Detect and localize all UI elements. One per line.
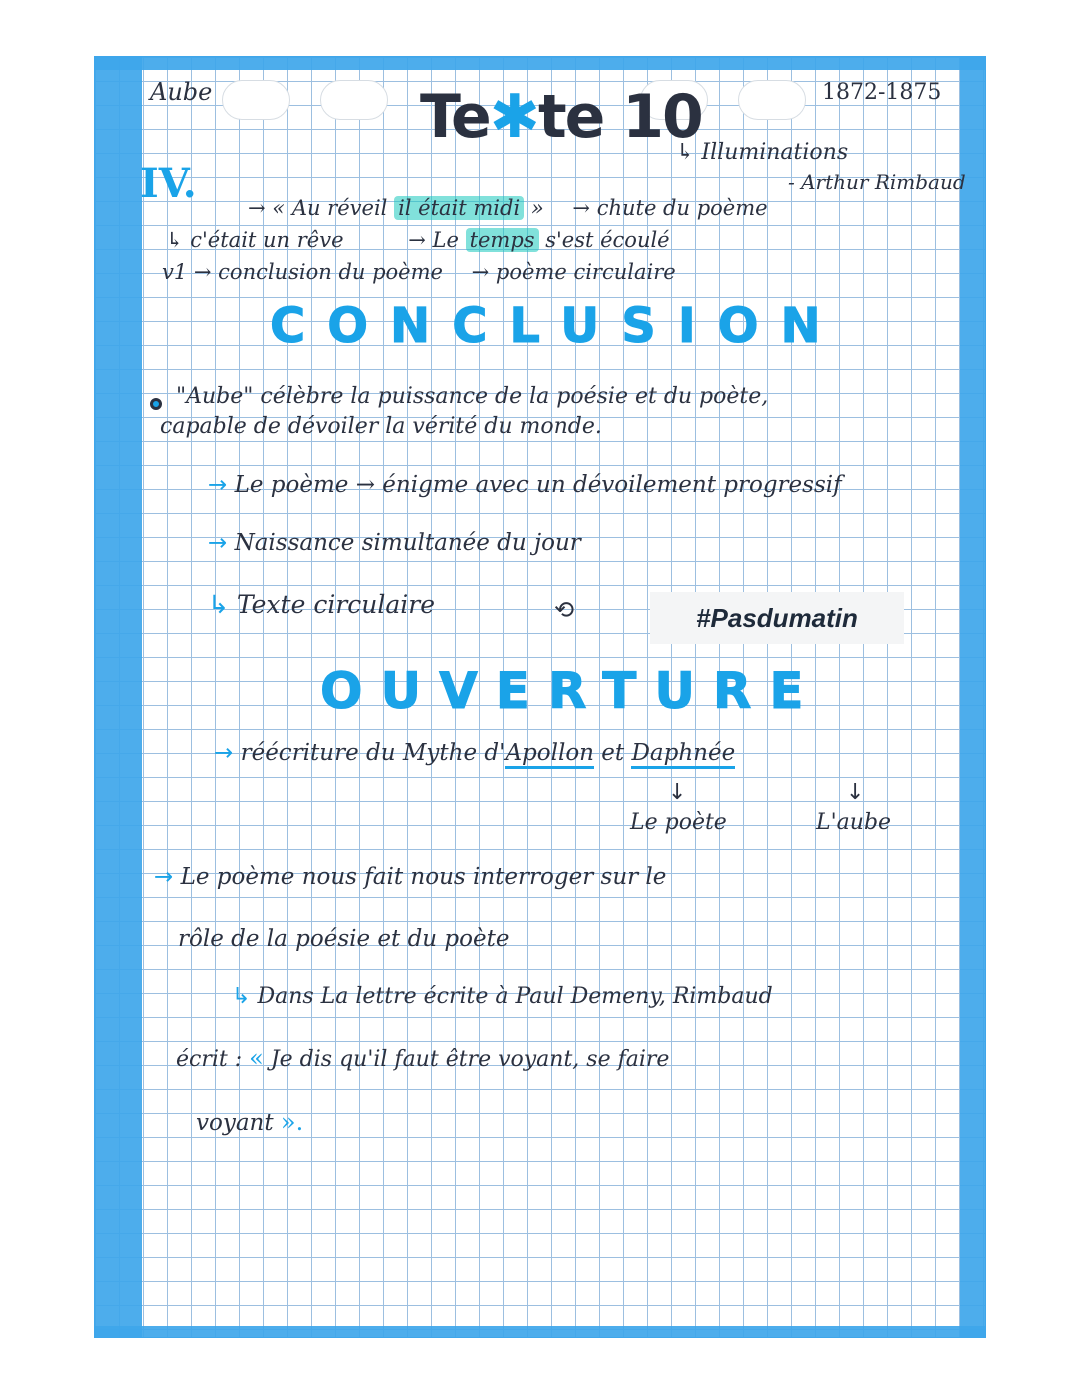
iv-line-3: v1 → conclusion du poème → poème circulaire — [162, 260, 676, 284]
down-arrow-icon: ↓ — [846, 780, 865, 805]
ouverture-para-1-line-1: → Le poème nous fait nous interroger sur le — [154, 864, 667, 890]
source-author: - Arthur Rimbaud — [788, 170, 966, 194]
ouverture-line-1: → réécriture du Mythe d'Apollon et Daphnée — [214, 740, 735, 766]
conclusion-point-1: → Le poème → énigme avec un dévoilement progressif — [208, 472, 842, 498]
arrow-icon: → — [154, 864, 174, 890]
ouverture-para-1-line-2: rôle de la poésie et du poète — [178, 926, 510, 952]
title-star-icon: ✱ — [489, 82, 538, 152]
quote-open-mark: « — [249, 1044, 264, 1072]
down-arrow-icon: ↓ — [668, 780, 687, 805]
conclusion-para-line-2: capable de dévoiler la vérité du monde. — [160, 414, 602, 439]
left-margin-band — [94, 56, 142, 1338]
binder-hole-2 — [320, 80, 388, 120]
cycle-icon: ⟲ — [554, 596, 575, 624]
highlight-temps: temps — [466, 228, 539, 252]
source-collection: ↳ Illuminations — [676, 140, 849, 165]
hook-arrow-icon: ↳ — [232, 984, 251, 1009]
binder-hole-1 — [222, 80, 290, 120]
daphne-meaning: L'aube — [816, 810, 892, 835]
arrow-icon: → — [214, 740, 234, 766]
right-margin-band — [960, 56, 986, 1338]
apollon-word: Apollon — [505, 740, 594, 769]
ouverture-para-2-line-3: voyant ». — [196, 1108, 304, 1136]
dates-label: 1872-1875 — [822, 80, 942, 105]
binder-hole-4 — [738, 80, 806, 120]
page-title: Te✱te 10 — [420, 82, 702, 152]
conclusion-para-line-1: "Aube" célèbre la puissance de la poésie et du poète, — [176, 384, 769, 409]
conclusion-point-3: ↳ Texte circulaire — [208, 590, 436, 619]
hook-arrow-icon: ↳ — [208, 590, 229, 619]
ouverture-heading: OUVERTURE — [320, 662, 822, 720]
ouverture-para-2-line-1: ↳ Dans La lettre écrite à Paul Demeny, Rimbaud — [232, 984, 773, 1009]
ouverture-para-2-line-2: écrit : « Je dis qu'il faut être voyant, se faire — [176, 1044, 670, 1072]
conclusion-point-2: → Naissance simultanée du jour — [208, 530, 581, 556]
top-margin-band — [94, 56, 986, 70]
hashtag-label: #Pasdumatin — [650, 592, 904, 644]
conclusion-heading: CONCLUSION — [270, 298, 843, 354]
quote-close-mark: ». — [280, 1108, 304, 1136]
iv-line-2: ↳ c'était un rêve → Le temps s'est écoulé — [166, 228, 670, 252]
arrow-icon: → — [208, 472, 228, 498]
arrow-icon: → — [208, 530, 228, 556]
highlight-midi: il était midi — [394, 196, 524, 220]
daphne-word: Daphnée — [631, 740, 735, 769]
poem-name-label: Aube — [150, 78, 213, 106]
iv-line-1: → « Au réveil il était midi » → chute du poème — [248, 196, 768, 220]
bullet-icon — [150, 398, 162, 410]
apollon-meaning: Le poète — [630, 810, 727, 835]
section-numeral: IV. — [140, 160, 197, 207]
bottom-margin-band — [94, 1326, 986, 1338]
